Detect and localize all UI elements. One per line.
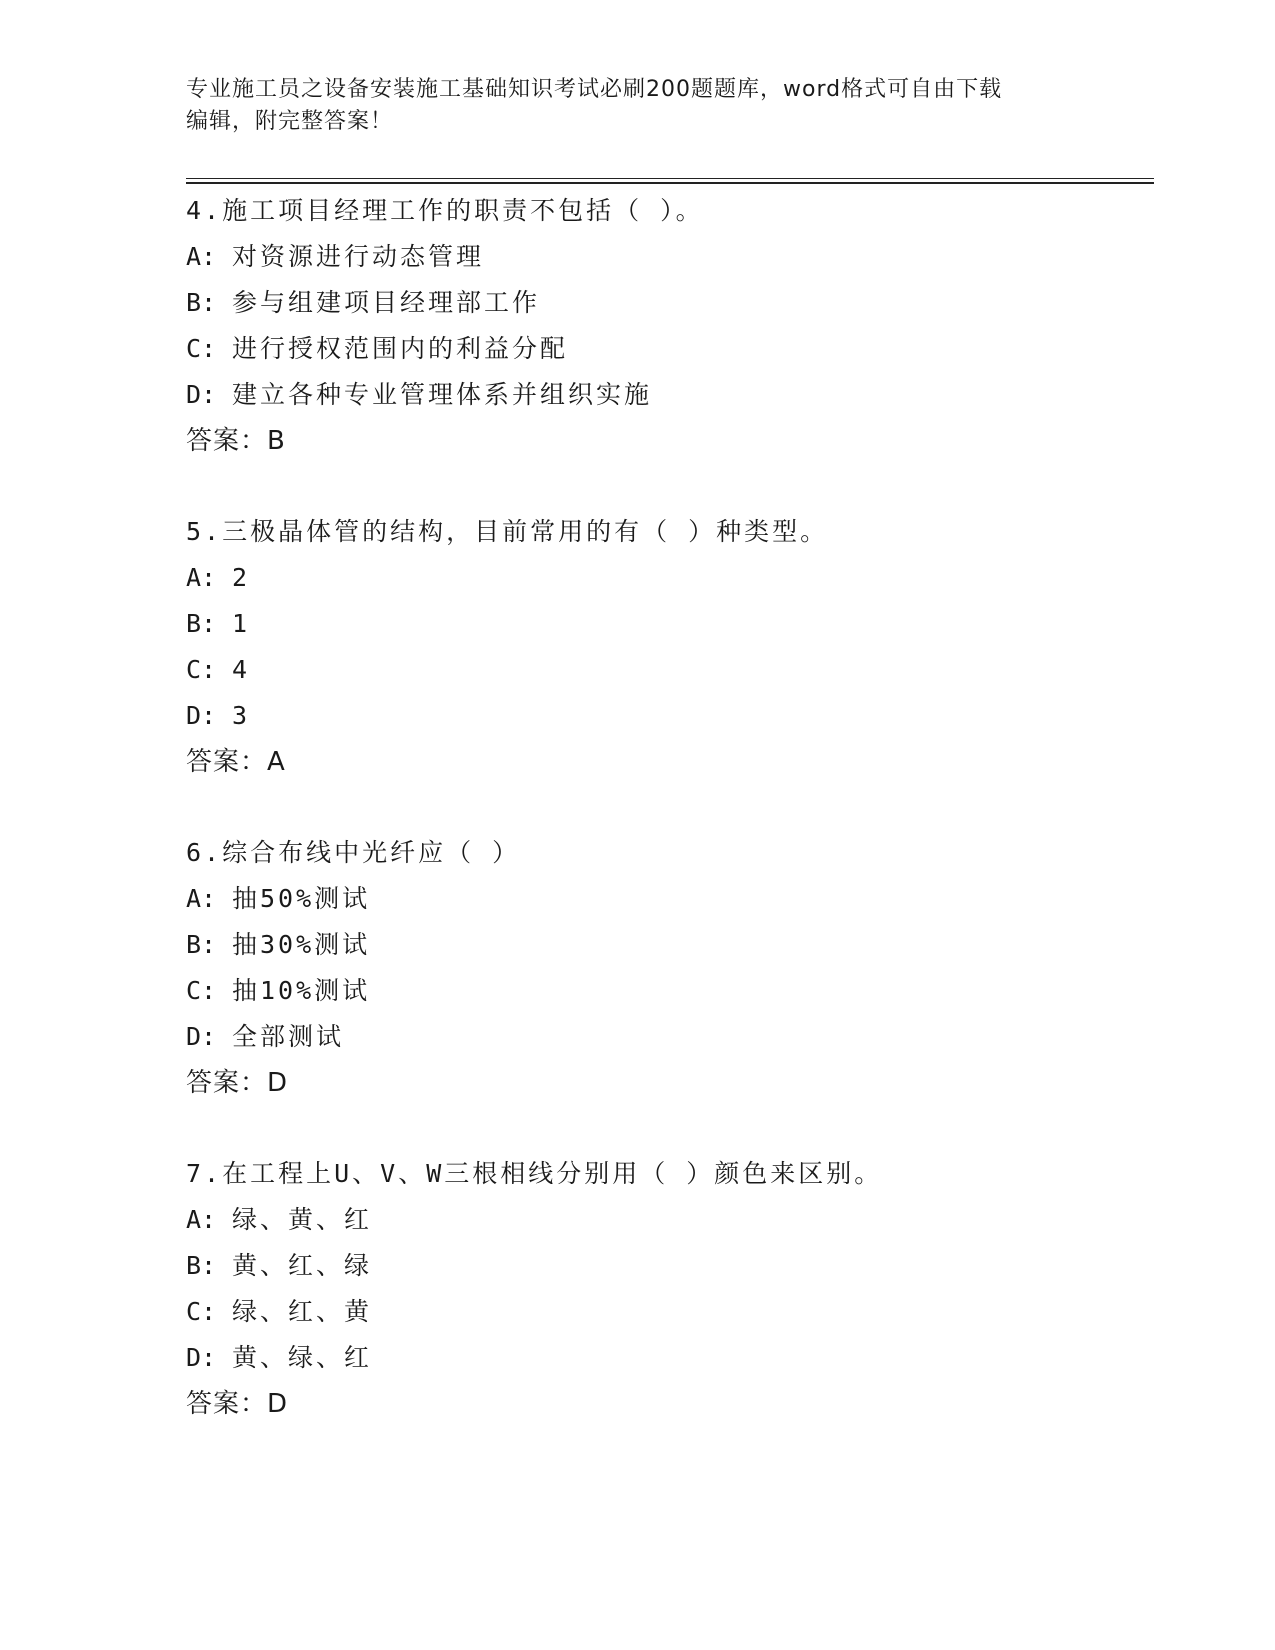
option-text: 2 xyxy=(232,563,251,592)
option-letter: A: xyxy=(186,242,217,271)
option-text: 进行授权范围内的利益分配 xyxy=(232,334,569,363)
option-c xyxy=(186,326,1146,372)
option-letter: B: xyxy=(186,930,217,959)
option-c xyxy=(186,1289,1146,1335)
question-stem: 5.三极晶体管的结构，目前常用的有（ ）种类型。 xyxy=(186,517,829,546)
option-text: 4 xyxy=(232,655,251,684)
option-letter: D: xyxy=(186,701,217,730)
option-text: 全部测试 xyxy=(232,1022,345,1051)
question-stem: 7.在工程上U、V、W三根相线分别用（ ）颜色来区别。 xyxy=(186,1159,883,1188)
option-d xyxy=(186,693,1146,739)
option-text: 抽10%测试 xyxy=(232,976,371,1005)
option-b xyxy=(186,280,1146,326)
option-letter: C: xyxy=(186,976,217,1005)
option-d xyxy=(186,1335,1146,1381)
option-b xyxy=(186,1243,1146,1289)
option-a xyxy=(186,555,1146,601)
question-4 xyxy=(186,188,1146,464)
header-line-2: 编辑，附完整答案！ xyxy=(186,109,394,134)
question-6 xyxy=(186,830,1146,1106)
header-divider-thick xyxy=(186,182,1154,184)
header-divider-thin xyxy=(186,178,1154,179)
option-c xyxy=(186,647,1146,693)
question-stem: 6.综合布线中光纤应（ ） xyxy=(186,838,521,867)
option-text: 抽30%测试 xyxy=(232,930,371,959)
option-letter: B: xyxy=(186,1251,217,1280)
question-7 xyxy=(186,1151,1146,1427)
question-stem: 4.施工项目经理工作的职责不包括（ ）。 xyxy=(186,196,704,225)
option-letter: C: xyxy=(186,655,217,684)
option-letter: C: xyxy=(186,334,217,363)
option-letter: D: xyxy=(186,1343,217,1372)
question-list xyxy=(186,188,1146,1472)
option-text: 3 xyxy=(232,701,251,730)
option-text: 黄、绿、红 xyxy=(232,1343,373,1372)
option-letter: A: xyxy=(186,563,217,592)
answer-label: 答案：D xyxy=(186,1389,289,1419)
option-a xyxy=(186,876,1146,922)
option-c xyxy=(186,968,1146,1014)
option-letter: B: xyxy=(186,609,217,638)
option-d xyxy=(186,1014,1146,1060)
option-letter: B: xyxy=(186,288,217,317)
option-letter: D: xyxy=(186,380,217,409)
header-line-1: 专业施工员之设备安装施工基础知识考试必刷200题题库，word格式可自由下载 xyxy=(186,77,1003,102)
answer-label: 答案：D xyxy=(186,1068,289,1098)
option-b xyxy=(186,601,1146,647)
option-text: 对资源进行动态管理 xyxy=(232,242,485,271)
option-letter: A: xyxy=(186,1205,217,1234)
option-letter: D: xyxy=(186,1022,217,1051)
document-header xyxy=(186,74,1066,138)
question-5 xyxy=(186,509,1146,785)
option-letter: C: xyxy=(186,1297,217,1326)
option-text: 1 xyxy=(232,609,251,638)
option-a xyxy=(186,234,1146,280)
option-letter: A: xyxy=(186,884,217,913)
option-text: 参与组建项目经理部工作 xyxy=(232,288,541,317)
option-text: 黄、红、绿 xyxy=(232,1251,373,1280)
option-d xyxy=(186,372,1146,418)
option-text: 建立各种专业管理体系并组织实施 xyxy=(232,380,653,409)
option-a xyxy=(186,1197,1146,1243)
answer-label: 答案：A xyxy=(186,747,286,777)
option-b xyxy=(186,922,1146,968)
option-text: 绿、黄、红 xyxy=(232,1205,373,1234)
option-text: 绿、红、黄 xyxy=(232,1297,373,1326)
option-text: 抽50%测试 xyxy=(232,884,371,913)
answer-label: 答案：B xyxy=(186,426,286,456)
